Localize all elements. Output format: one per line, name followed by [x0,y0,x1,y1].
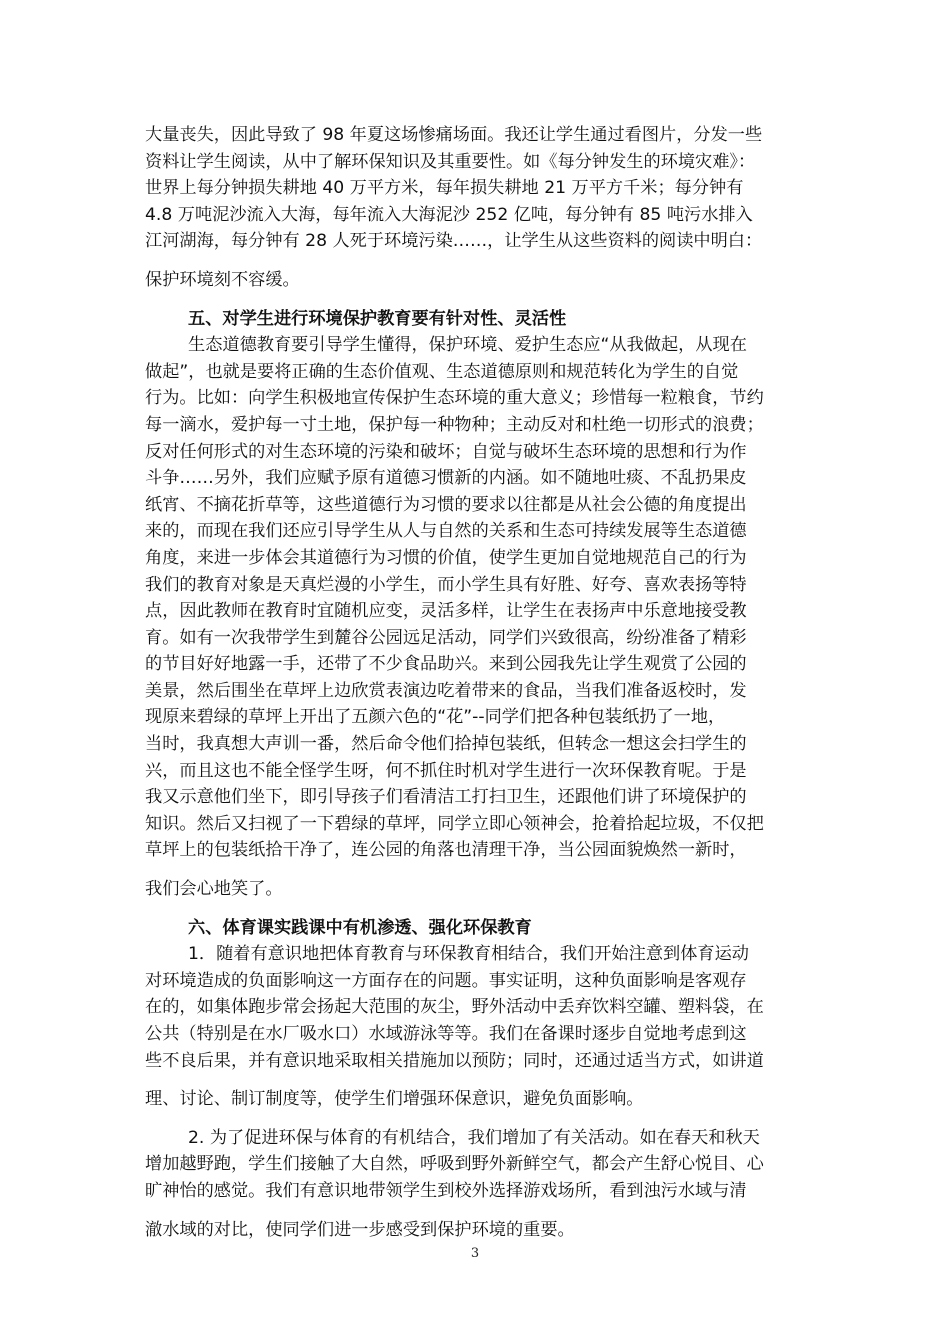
section-5-heading: 五、对学生进行环境保护教育要有针对性、灵活性 [188,308,567,329]
page-number: 3 [470,1246,480,1261]
section-6-heading: 六、体育课实践课中有机渗透、强化环保教育 [188,917,532,938]
text-line: 些不良后果，并有意识地采取相关措施加以预防；同时，还通过适当方式，如讲道 [145,1050,764,1071]
text-line: 我们会心地笑了。 [145,879,283,900]
text-line: 大量丧失，因此导致了 98 年夏这场惨痛场面。我还让学生通过看图片，分发一些 [145,125,763,145]
text-line: 澈水域的对比，使同学们进一步感受到保护环境的重要。 [145,1219,575,1240]
text-line: 保护环境刻不容缓。 [145,269,300,290]
text-line: 我又示意他们坐下，即引导孩子们看清洁工打扫卫生，还跟他们讲了环境保护的 [145,787,747,808]
text-line: 行为。比如：向学生积极地宣传保护生态环境的重大意义；珍惜每一粒粮食，节约 [145,388,764,409]
section-5-last-line [145,876,810,903]
section-6-item-1 [145,941,810,1074]
paragraph-intro [145,122,810,255]
text-line: 对环境造成的负面影响这一方面存在的问题。事实证明，这种负面影响是客观存 [145,970,747,991]
text-line: 4.8 万吨泥沙流入大海，每年流入大海泥沙 252 亿吨，每分钟有 85 吨污水排入 [145,204,753,225]
text-line: 来的，而现在我们还应引导学生从人与自然的关系和生态可持续发展等生态道德 [145,521,747,542]
text-line: 资料让学生阅读，从中了解环保知识及其重要性。如《每分钟发生的环境灾难》： [145,151,756,172]
text-line: 做起”，也就是要将正确的生态价值观、生态道德原则和规范转化为学生的自觉 [145,361,739,382]
text-line: 公共（特别是在水厂吸水口）水域游泳等等。我们在备课时逐步自觉地考虑到这 [145,1024,747,1044]
text-line: 每一滴水，爱护每一寸土地，保护每一种物种；主动反对和杜绝一切形式的浪费； [145,414,764,435]
text-line: 1．随着有意识地把体育教育与环保教育相结合，我们开始注意到体育运动 [188,944,749,965]
text-line: 生态道德教育要引导学生懂得，保护环境、爱护生态应“从我做起，从现在 [188,335,747,356]
text-line: 点，因此教师在教育时宜随机应变，灵活多样，让学生在表扬声中乐意地接受教 [145,601,747,622]
text-line: 知识。然后又扫视了一下碧绿的草坪，同学立即心领神会，抢着拾起垃圾，不仅把 [145,813,764,834]
text-line: 当时，我真想大声训一番，然后命令他们拾掉包装纸，但转念一想这会扫学生的 [145,734,747,755]
text-line: 草坪上的包装纸拾干净了，连公园的角落也清理干净，当公园面貌焕然一新时， [145,840,747,861]
text-line: 育。如有一次我带学生到麓谷公园远足活动，同学们兴致很高，纷纷准备了精彩 [145,627,747,648]
text-line: 反对任何形式的对生态环境的污染和破坏；自觉与破坏生态环境的思想和行为作 [145,441,747,462]
section-6-item-2 [145,1125,810,1205]
text-line: 斗争……另外，我们应赋予原有道德习惯新的内涵。如不随地吐痰、不乱扔果皮 [145,468,747,489]
text-line: 的节目好好地露一手，还带了不少食品助兴。来到公园我先让学生观赏了公园的 [145,654,747,675]
text-line: 纸宵、不摘花折草等，这些道德行为习惯的要求以往都是从社会公德的角度提出 [145,494,747,515]
paragraph-intro-last-line [145,267,810,294]
text-line: 旷神怡的感觉。我们有意识地带领学生到校外选择游戏场所，看到浊污水域与清 [145,1180,747,1201]
text-line: 角度，来进一步体会其道德行为习惯的价值，使学生更加自觉地规范自己的行为 [145,547,747,568]
section-5-paragraph [145,332,810,864]
section-6-item-2-last-line [145,1217,810,1244]
text-line: 世界上每分钟损失耕地 40 万平方米，每年损失耕地 21 万平方千米；每分钟有 [145,178,744,199]
text-line: 2. 为了促进环保与体育的有机结合，我们增加了有关活动。如在春天和秋天 [188,1127,760,1148]
text-line: 增加越野跑，学生们接触了大自然，呼吸到野外新鲜空气，都会产生舒心悦目、心 [145,1154,764,1175]
section-6-item-1-last-line [145,1086,810,1113]
text-line: 在的，如集体跑步常会扬起大范围的灰尘，野外活动中丢弃饮料空罐、塑料袋，在 [145,997,764,1018]
page-body [145,122,810,1243]
text-line: 现原来碧绿的草坪上开出了五颜六色的“花”--同学们把各种包装纸扔了一地， [145,707,726,728]
text-line: 美景，然后围坐在草坪上边欣赏表演边吃着带来的食品，当我们准备返校时，发 [145,680,747,701]
text-line: 理、讨论、制订制度等，使学生们增强环保意识，避免负面影响。 [145,1089,644,1110]
text-line: 兴，而且这也不能全怪学生呀，何不抓住时机对学生进行一次环保教育呢。于是 [145,760,747,781]
text-line: 江河湖海，每分钟有 28 人死于环境污染……，让学生从这些资料的阅读中明白： [145,231,763,252]
text-line: 我们的教育对象是天真烂漫的小学生，而小学生具有好胜、好夸、喜欢表扬等特 [145,574,747,595]
